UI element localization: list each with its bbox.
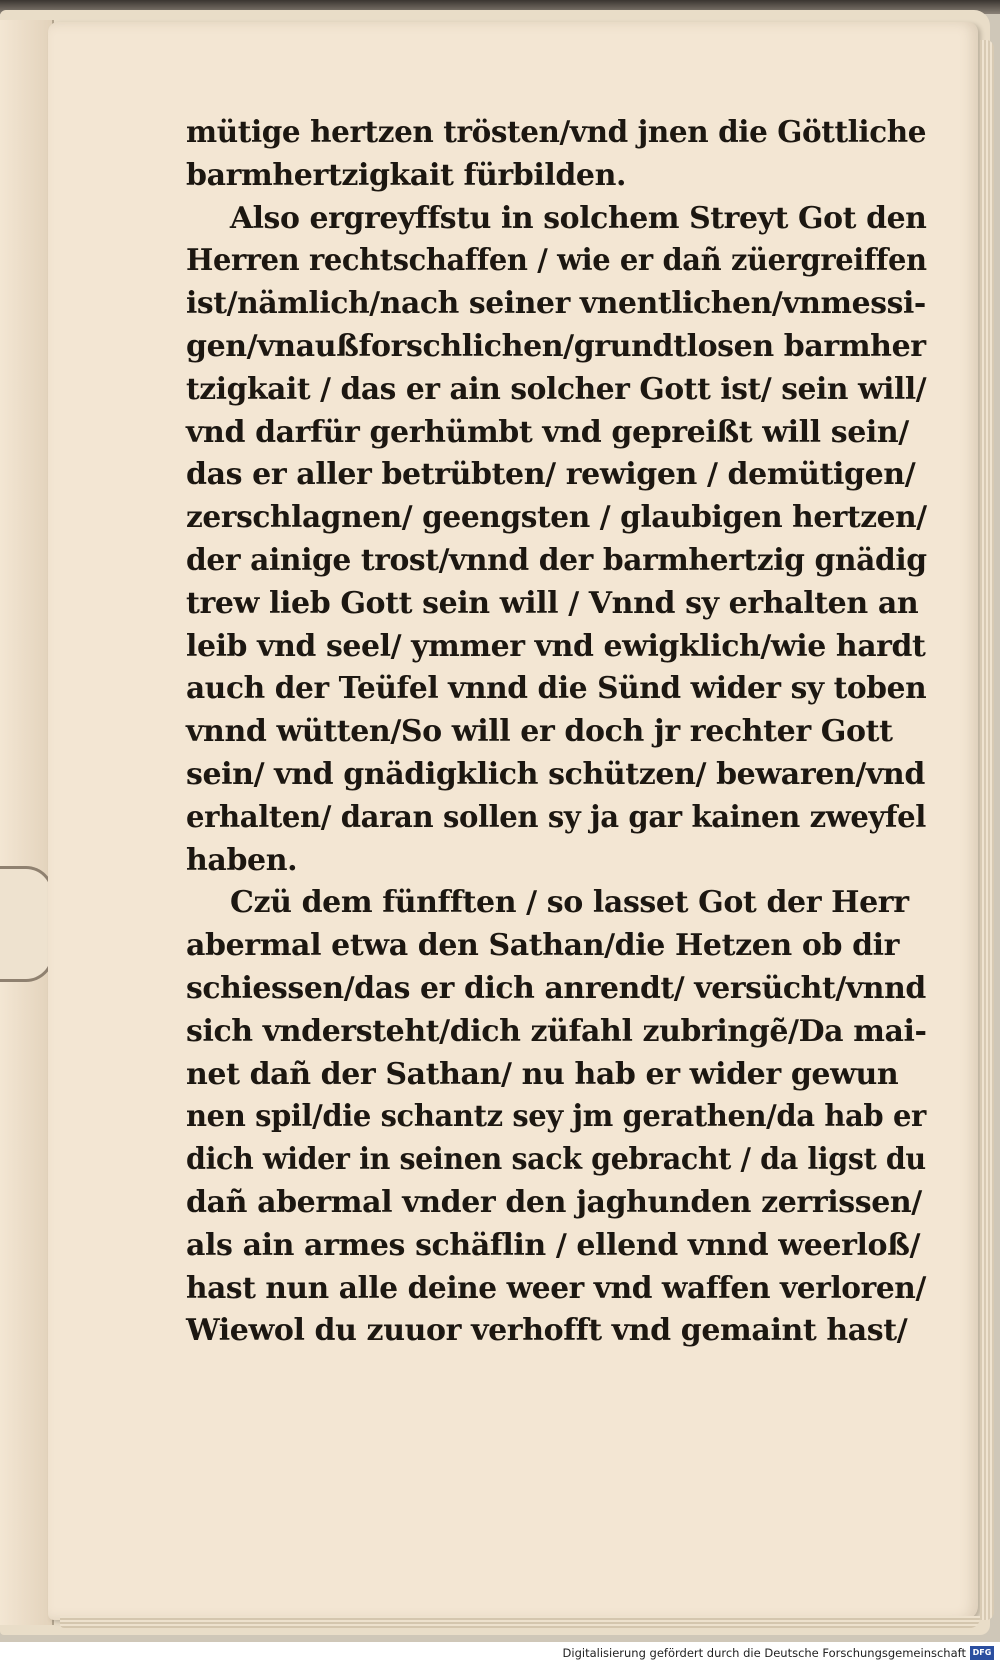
text-line: sich vndersteht/dich züfahl zubringẽ/Da mai- (186, 1013, 927, 1049)
text-line: hast nun alle deine weer vnd waffen verloren/ (186, 1270, 926, 1306)
text-line: Czü dem fünfften / so lasset Got der Herr (230, 885, 909, 921)
text-line: Wiewol du zuuor verhofft vnd gemaint hast/ (186, 1313, 908, 1349)
text-line: abermal etwa den Sathan/die Hetzen ob dir (186, 928, 900, 964)
text-line: gen/vnaußforschlichen/grundtlosen barmher (186, 328, 926, 364)
page-text-block (186, 112, 946, 1353)
text-line: dich wider in seinen sack gebracht / da ligst du (186, 1142, 926, 1178)
page-right-edges (980, 40, 994, 1620)
page-bottom-edges (60, 1616, 980, 1628)
text-line: der ainige trost/vnnd der barmhertzig gnädig (186, 542, 927, 578)
text-line: erhalten/ daran sollen sy ja gar kainen zweyfel (186, 799, 926, 835)
text-line: Also ergreyffstu in solchem Streyt Got den (229, 200, 927, 236)
text-line: tzigkait / das er ain solcher Gott ist/ sein will/ (186, 371, 927, 407)
text-line: vnnd wütten/So will er doch jr rechter Gott (186, 714, 893, 750)
text-line: ist/nämlich/nach seiner vnentlichen/vnmessi- (186, 286, 926, 322)
text-line: haben. (186, 842, 298, 878)
text-line: barmhertzigkait fürbilden. (186, 157, 627, 193)
text-line: vnd darfür gerhümbt vnd gepreißt will sein/ (186, 414, 909, 450)
text-line: schiessen/das er dich anrendt/ versücht/vnnd (186, 970, 926, 1006)
dfg-logo: DFG (970, 1646, 994, 1660)
text-line: zerschlagnen/ geengsten / glaubigen hertzen/ (186, 500, 927, 536)
text-line: mütige hertzen trösten/vnd jnen die Göttliche (186, 115, 927, 150)
text-line: als ain armes schäflin / ellend vnnd weerloß/ (186, 1227, 921, 1263)
text-line: nen spil/die schantz sey jm gerathen/da hab er (186, 1099, 926, 1135)
text-line: net dañ der Sathan/ nu hab er wider gewun (186, 1056, 899, 1092)
text-line: dañ abermal vnder den jaghunden zerrissen/ (186, 1184, 922, 1220)
text-line: leib vnd seel/ ymmer vnd ewigklich/wie hardt (186, 628, 926, 664)
footer-credit: Digitalisierung gefördert durch die Deutsche Forschungsgemeinschaft (562, 1646, 966, 1660)
book-left-edge (0, 20, 54, 1625)
text-line: sein/ vnd gnädigklich schützen/ bewaren/vnd (186, 756, 925, 792)
text-line: auch der Teüfel vnnd die Sünd wider sy toben (186, 671, 927, 707)
book-clasp (0, 866, 54, 982)
text-line: Herren rechtschaffen / wie er dañ züergreiffen (186, 243, 927, 279)
text-line: das er aller betrübten/ rewigen / demütigen/ (186, 457, 916, 493)
text-line: trew lieb Gott sein will / Vnnd sy erhalten an (186, 585, 919, 621)
